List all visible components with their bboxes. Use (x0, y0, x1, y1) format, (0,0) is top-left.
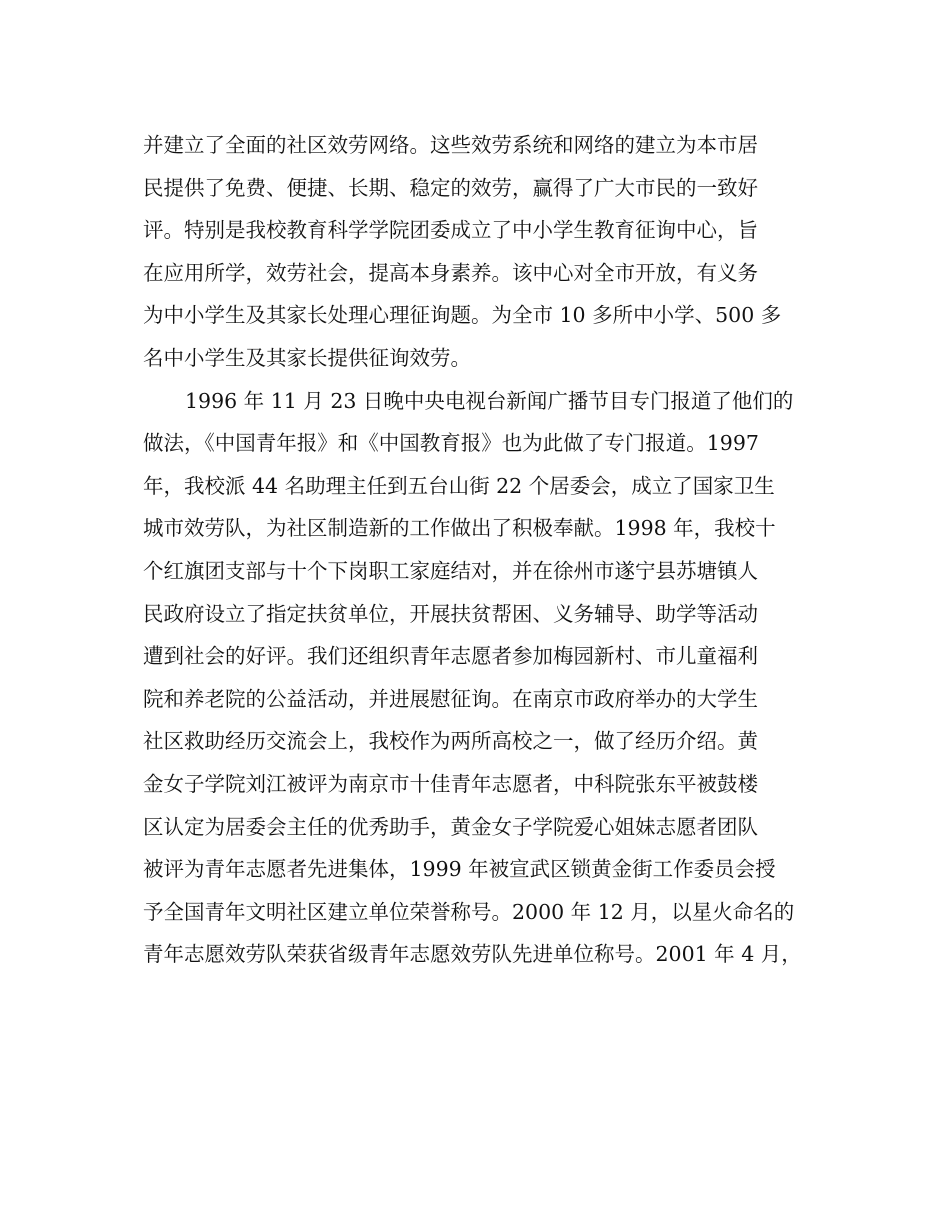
text-line: 评。特别是我校教育科学学院团委成立了中小学生教育征询中心，旨 (143, 218, 758, 243)
text-line: 被评为青年志愿者先进集体，1999 年被宣武区锁黄金街工作委员会授 (143, 857, 776, 882)
text-line: 青年志愿效劳队荣获省级青年志愿效劳队先进单位称号。2001 年 4 月， (143, 942, 802, 967)
text-line: 区认定为居委会主任的优秀助手，黄金女子学院爱心姐妹志愿者团队 (143, 814, 758, 839)
text-line: 在应用所学，效劳社会，提高本身素养。该中心对全市开放，有义务 (143, 260, 758, 285)
text-line: 民提供了免费、便捷、长期、稳定的效劳，赢得了广大市民的一致好 (143, 175, 758, 200)
body-text (143, 124, 823, 976)
text-line: 城市效劳队，为社区制造新的工作做出了积极奉献。1998 年，我校十 (143, 516, 776, 541)
paragraph-start-line: 1996 年 11 月 23 日晚中央电视台新闻广播节目专门报道了他们的 (185, 388, 794, 413)
text-line: 予全国青年文明社区建立单位荣誉称号。2000 年 12 月，以星火命名的 (143, 899, 795, 924)
text-line: 遭到社会的好评。我们还组织青年志愿者参加梅园新村、市儿童福利 (143, 644, 758, 669)
text-line: 民政府设立了指定扶贫单位，开展扶贫帮困、义务辅导、助学等活动 (143, 601, 758, 626)
text-line: 做法，《中国青年报》和《中国教育报》也为此做了专门报道。1997 (143, 431, 759, 456)
text-line: 并建立了全面的社区效劳网络。这些效劳系统和网络的建立为本市居 (143, 133, 758, 157)
text-line: 年，我校派 44 名助理主任到五台山街 22 个居委会，成立了国家卫生 (143, 473, 775, 498)
text-line: 金女子学院刘江被评为南京市十佳青年志愿者，中科院张东平被鼓楼 (143, 771, 758, 796)
text-line: 院和养老院的公益活动，并进展慰征询。在南京市政府举办的大学生 (143, 686, 758, 711)
text-line: 个红旗团支部与十个下岗职工家庭结对，并在徐州市遂宁县苏塘镇人 (143, 558, 758, 583)
text-line: 为中小学生及其家长处理心理征询题。为全市 10 多所中小学、500 多 (143, 303, 782, 328)
text-line: 名中小学生及其家长提供征询效劳。 (143, 345, 471, 370)
text-line: 社区救助经历交流会上，我校作为两所高校之一，做了经历介绍。黄 (143, 729, 758, 754)
